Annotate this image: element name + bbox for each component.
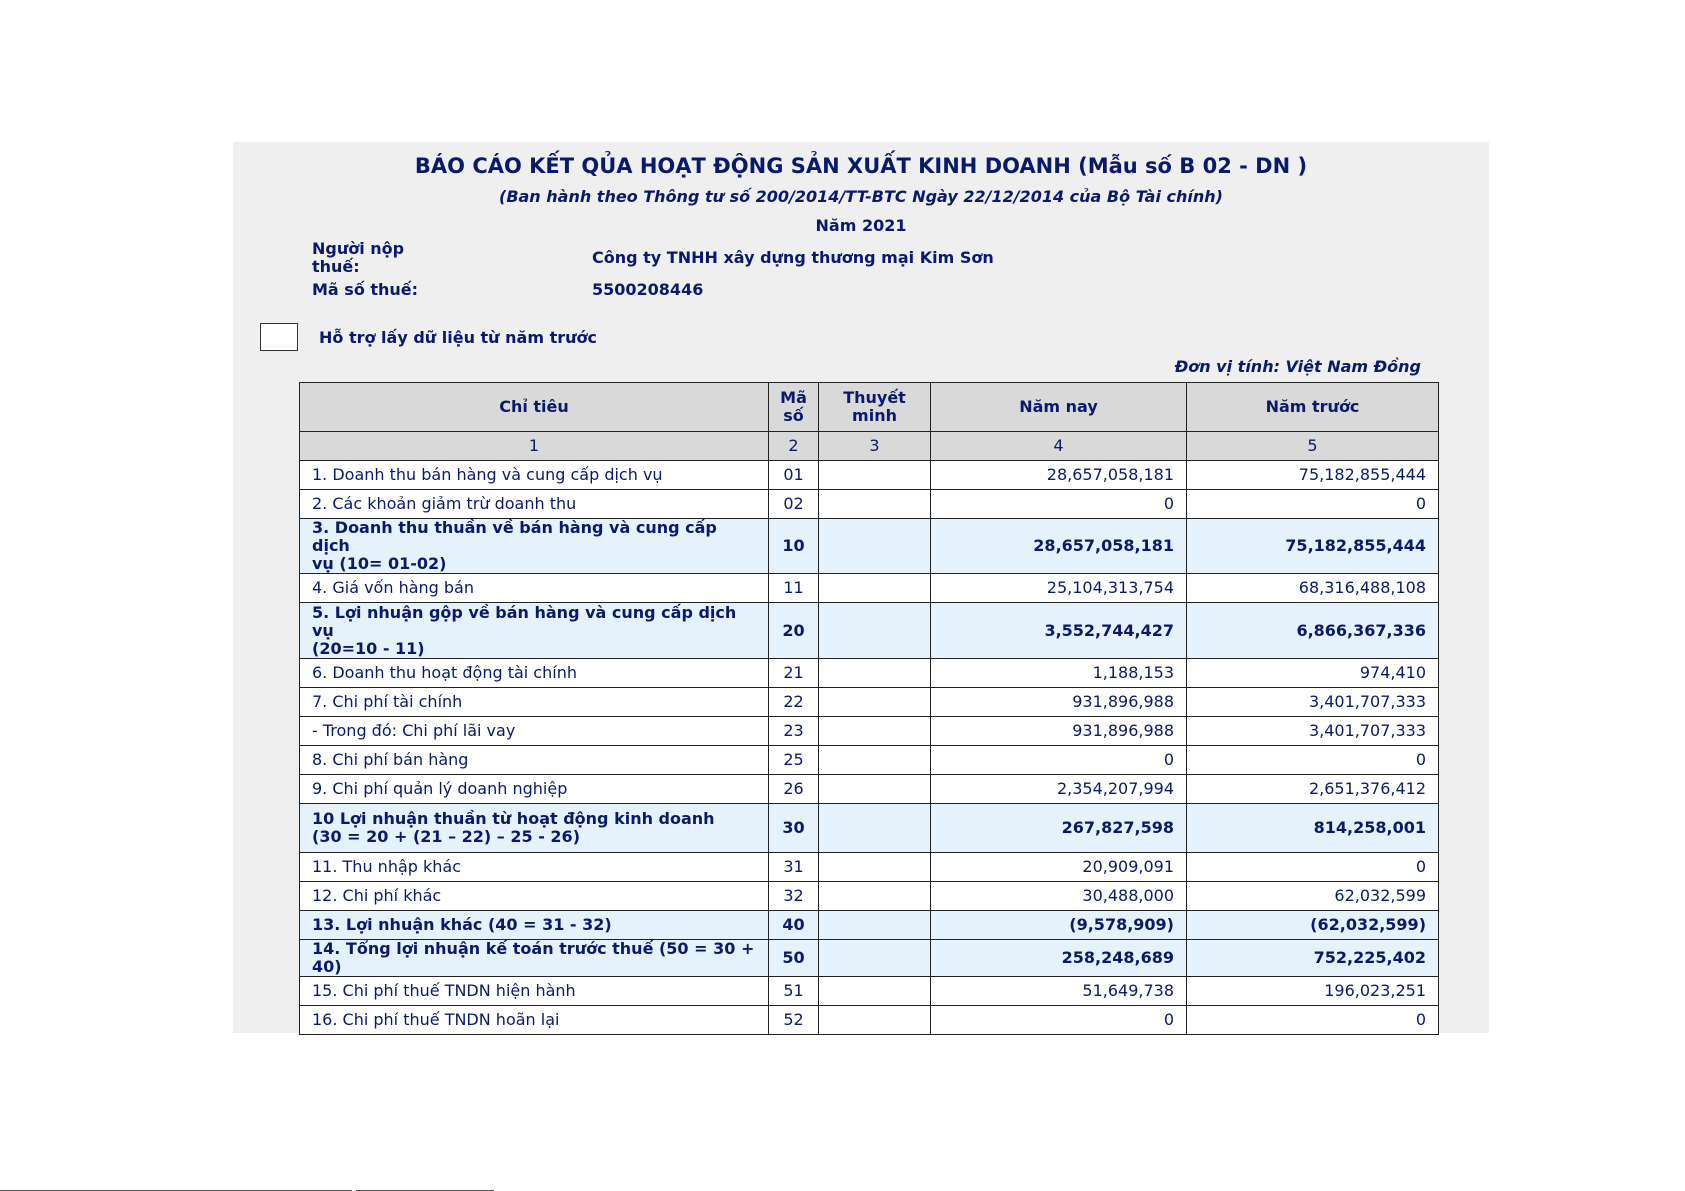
table-row	[300, 519, 1439, 574]
row-note-cell	[819, 853, 931, 882]
table-row	[300, 659, 1439, 688]
report-subtitle: (Ban hành theo Thông tư số 200/2014/TT-BTC Ngày 22/12/2014 của Bộ Tài chính)	[499, 187, 1223, 206]
row-code-cell: 26	[769, 775, 819, 804]
row-code-cell: 40	[769, 911, 819, 940]
table-row	[300, 603, 1439, 659]
row-name-cell: 7. Chi phí tài chính	[300, 688, 769, 717]
row-name-cell: 3. Doanh thu thuần về bán hàng và cung cấp dịch vụ (10= 01-02)	[300, 519, 769, 574]
row-code-cell: 31	[769, 853, 819, 882]
row-code-cell: 20	[769, 603, 819, 659]
row-code-cell: 30	[769, 804, 819, 853]
row-code-cell: 10	[769, 519, 819, 574]
table-row	[300, 775, 1439, 804]
table-row	[300, 882, 1439, 911]
row-name-cell: 13. Lợi nhuận khác (40 = 31 - 32)	[300, 911, 769, 940]
row-code-cell: 01	[769, 461, 819, 490]
row-last-year-cell: 68,316,488,108	[1187, 574, 1439, 603]
row-last-year-cell: 0	[1187, 1006, 1439, 1035]
row-this-year-cell: 931,896,988	[931, 717, 1187, 746]
table-row	[300, 746, 1439, 775]
column-number: 1	[300, 432, 769, 461]
row-name-cell: 5. Lợi nhuận gộp về bán hàng và cung cấp dịch vụ (20=10 - 11)	[300, 603, 769, 659]
row-name-cell: 8. Chi phí bán hàng	[300, 746, 769, 775]
table-row	[300, 574, 1439, 603]
row-code-cell: 11	[769, 574, 819, 603]
support-prev-year-checkbox[interactable]	[260, 323, 298, 351]
currency-unit: Đơn vị tính: Việt Nam Đồng	[1174, 357, 1421, 376]
row-last-year-cell: 974,410	[1187, 659, 1439, 688]
row-note-cell	[819, 977, 931, 1006]
row-last-year-cell: (62,032,599)	[1187, 911, 1439, 940]
row-last-year-cell: 75,182,855,444	[1187, 519, 1439, 574]
row-note-cell	[819, 461, 931, 490]
row-note-cell	[819, 659, 931, 688]
header-last-year: Năm trước	[1187, 383, 1439, 432]
table-row	[300, 804, 1439, 853]
table-row	[300, 688, 1439, 717]
row-this-year-cell: 0	[931, 490, 1187, 519]
row-note-cell	[819, 882, 931, 911]
report-year: Năm 2021	[815, 216, 907, 235]
table-row	[300, 717, 1439, 746]
table-header-row	[300, 383, 1439, 432]
row-this-year-cell: 20,909,091	[931, 853, 1187, 882]
row-code-cell: 21	[769, 659, 819, 688]
row-this-year-cell: 0	[931, 1006, 1187, 1035]
row-this-year-cell: 258,248,689	[931, 940, 1187, 977]
row-note-cell	[819, 746, 931, 775]
row-name-cell: 2. Các khoản giảm trừ doanh thu	[300, 490, 769, 519]
row-note-cell	[819, 940, 931, 977]
column-number: 5	[1187, 432, 1439, 461]
row-this-year-cell: 28,657,058,181	[931, 461, 1187, 490]
row-note-cell	[819, 490, 931, 519]
header-code: Mã số	[769, 383, 819, 432]
row-name-cell: - Trong đó: Chi phí lãi vay	[300, 717, 769, 746]
row-note-cell	[819, 911, 931, 940]
row-note-cell	[819, 804, 931, 853]
row-note-cell	[819, 519, 931, 574]
table-row	[300, 940, 1439, 977]
row-note-cell	[819, 688, 931, 717]
table-row	[300, 490, 1439, 519]
row-name-cell: 10 Lợi nhuận thuần từ hoạt động kinh doanh (30 = 20 + (21 – 22) – 25 - 26)	[300, 804, 769, 853]
row-note-cell	[819, 574, 931, 603]
row-note-cell	[819, 775, 931, 804]
row-name-cell: 1. Doanh thu bán hàng và cung cấp dịch vụ	[300, 461, 769, 490]
row-name-cell: 11. Thu nhập khác	[300, 853, 769, 882]
row-last-year-cell: 196,023,251	[1187, 977, 1439, 1006]
row-this-year-cell: 0	[931, 746, 1187, 775]
row-note-cell	[819, 1006, 931, 1035]
row-name-cell: 15. Chi phí thuế TNDN hiện hành	[300, 977, 769, 1006]
header-name: Chỉ tiêu	[300, 383, 769, 432]
tax-code-value: 5500208446	[592, 280, 704, 299]
row-note-cell	[819, 603, 931, 659]
row-this-year-cell: 51,649,738	[931, 977, 1187, 1006]
row-last-year-cell: 3,401,707,333	[1187, 717, 1439, 746]
table-row	[300, 911, 1439, 940]
row-this-year-cell: 3,552,744,427	[931, 603, 1187, 659]
row-last-year-cell: 62,032,599	[1187, 882, 1439, 911]
row-last-year-cell: 6,866,367,336	[1187, 603, 1439, 659]
taxpayer-label: Người nộp thuế:	[312, 239, 405, 276]
row-last-year-cell: 814,258,001	[1187, 804, 1439, 853]
column-number: 3	[819, 432, 931, 461]
row-this-year-cell: 1,188,153	[931, 659, 1187, 688]
tax-code-label: Mã số thuế:	[312, 280, 419, 299]
row-last-year-cell: 752,225,402	[1187, 940, 1439, 977]
row-code-cell: 32	[769, 882, 819, 911]
row-this-year-cell: 25,104,313,754	[931, 574, 1187, 603]
row-note-cell	[819, 717, 931, 746]
row-last-year-cell: 3,401,707,333	[1187, 688, 1439, 717]
row-last-year-cell: 75,182,855,444	[1187, 461, 1439, 490]
table-row	[300, 977, 1439, 1006]
income-statement-table	[299, 382, 1439, 1035]
taxpayer-name: Công ty TNHH xây dựng thương mại Kim Sơn	[592, 248, 994, 267]
column-number: 4	[931, 432, 1187, 461]
row-name-cell: 4. Giá vốn hàng bán	[300, 574, 769, 603]
row-code-cell: 50	[769, 940, 819, 977]
row-code-cell: 25	[769, 746, 819, 775]
row-name-cell: 16. Chi phí thuế TNDN hoãn lại	[300, 1006, 769, 1035]
row-this-year-cell: 28,657,058,181	[931, 519, 1187, 574]
row-this-year-cell: 267,827,598	[931, 804, 1187, 853]
row-last-year-cell: 2,651,376,412	[1187, 775, 1439, 804]
table-row	[300, 461, 1439, 490]
row-code-cell: 22	[769, 688, 819, 717]
row-last-year-cell: 0	[1187, 746, 1439, 775]
row-code-cell: 02	[769, 490, 819, 519]
row-this-year-cell: 931,896,988	[931, 688, 1187, 717]
row-last-year-cell: 0	[1187, 853, 1439, 882]
table-row	[300, 1006, 1439, 1035]
row-name-cell: 12. Chi phí khác	[300, 882, 769, 911]
report-title: BÁO CÁO KẾT QỦA HOẠT ĐỘNG SẢN XUẤT KINH DOANH (Mẫu số B 02 - DN )	[414, 154, 1308, 178]
header-this-year: Năm nay	[931, 383, 1187, 432]
row-last-year-cell: 0	[1187, 490, 1439, 519]
row-code-cell: 23	[769, 717, 819, 746]
row-this-year-cell: (9,578,909)	[931, 911, 1187, 940]
support-prev-year-label: Hỗ trợ lấy dữ liệu từ năm trước	[319, 328, 597, 347]
row-this-year-cell: 2,354,207,994	[931, 775, 1187, 804]
row-name-cell: 9. Chi phí quản lý doanh nghiệp	[300, 775, 769, 804]
column-number-row	[300, 432, 1439, 461]
row-name-cell: 14. Tổng lợi nhuận kế toán trước thuế (50 = 30 + 40)	[300, 940, 769, 977]
row-this-year-cell: 30,488,000	[931, 882, 1187, 911]
column-number: 2	[769, 432, 819, 461]
header-note: Thuyết minh	[819, 383, 931, 432]
row-name-cell: 6. Doanh thu hoạt động tài chính	[300, 659, 769, 688]
table-row	[300, 853, 1439, 882]
row-code-cell: 52	[769, 1006, 819, 1035]
row-code-cell: 51	[769, 977, 819, 1006]
